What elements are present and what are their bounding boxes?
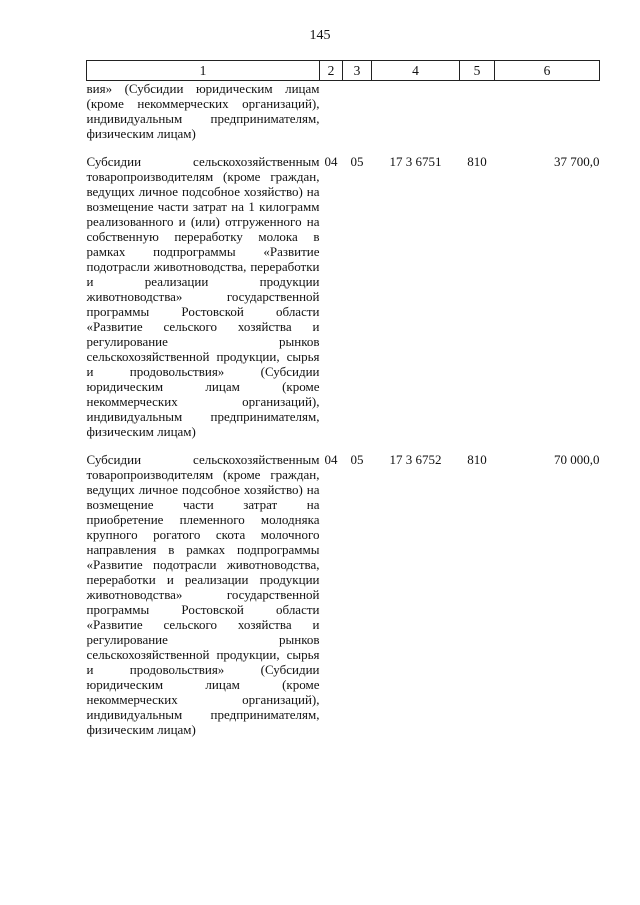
- row-description: Субсидии сельскохозяйственным товаропроизводителям (кроме граждан, ведущих личное подсобное хозяйство) на возмещение части затрат на приобретение племенного молодняка крупного рогатого скота молочного направления в рамках подпрограммы «Развитие подотрасли животноводства, переработки и реализации продукции животноводства» государственной программы Ростовской области «Развитие сельского хозяйства и регулирование рынков сельскохозяйственной продукции, сырья и продовольствия» (Субсидии юридическим лицам (кроме некоммерческих организаций), индивидуальным предпринимателям, физическим лицам): [86, 452, 320, 737]
- table-row: [87, 147, 600, 439]
- row-description: вия» (Субсидии юридическим лицам (кроме некоммерческих организаций), индивидуальным предпринимателям, физическим лицам): [86, 81, 320, 141]
- row-expense-type: [460, 81, 495, 142]
- table-row: [87, 81, 600, 142]
- row-subsection-code: 05: [350, 154, 364, 169]
- row-expense-type: 810: [467, 452, 487, 467]
- row-amount: [495, 81, 600, 142]
- row-target-article: [372, 81, 460, 142]
- table-row: [87, 445, 600, 737]
- row-target-article: 17 3 6751: [389, 154, 442, 169]
- header-col-6: 6: [495, 61, 600, 81]
- header-col-4: 4: [372, 61, 460, 81]
- header-col-1: 1: [87, 61, 320, 81]
- row-description: Субсидии сельскохозяйственным товаропроизводителям (кроме граждан, ведущих личное подсобное хозяйство) на возмещение части затрат на 1 килограмм реализованного и (или) отгруженного на собственную переработку молока в рамках подпрограммы «Развитие подотрасли животноводства, переработки и реализации продукции животноводства» государственной программы Ростовской области «Развитие сельского хозяйства и регулирование рынков сельскохозяйственной продукции, сырья и продовольствия» (Субсидии юридическим лицам (кроме некоммерческих организаций), индивидуальным предпринимателям, физическим лицам): [86, 154, 320, 439]
- row-amount: 70 000,0: [554, 452, 600, 467]
- row-section-code: 04: [324, 452, 338, 467]
- row-amount: 37 700,0: [554, 154, 600, 169]
- page-number: 145: [309, 28, 331, 43]
- row-section-code: 04: [324, 154, 338, 169]
- row-target-article: 17 3 6752: [389, 452, 442, 467]
- row-subsection-code: 05: [350, 452, 364, 467]
- row-subsection-code: [343, 81, 372, 142]
- header-col-3: 3: [343, 61, 372, 81]
- row-expense-type: 810: [467, 154, 487, 169]
- header-col-2: 2: [320, 61, 343, 81]
- header-col-5: 5: [460, 61, 495, 81]
- table-header: [87, 61, 600, 81]
- row-section-code: [320, 81, 343, 142]
- budget-table: [86, 60, 600, 737]
